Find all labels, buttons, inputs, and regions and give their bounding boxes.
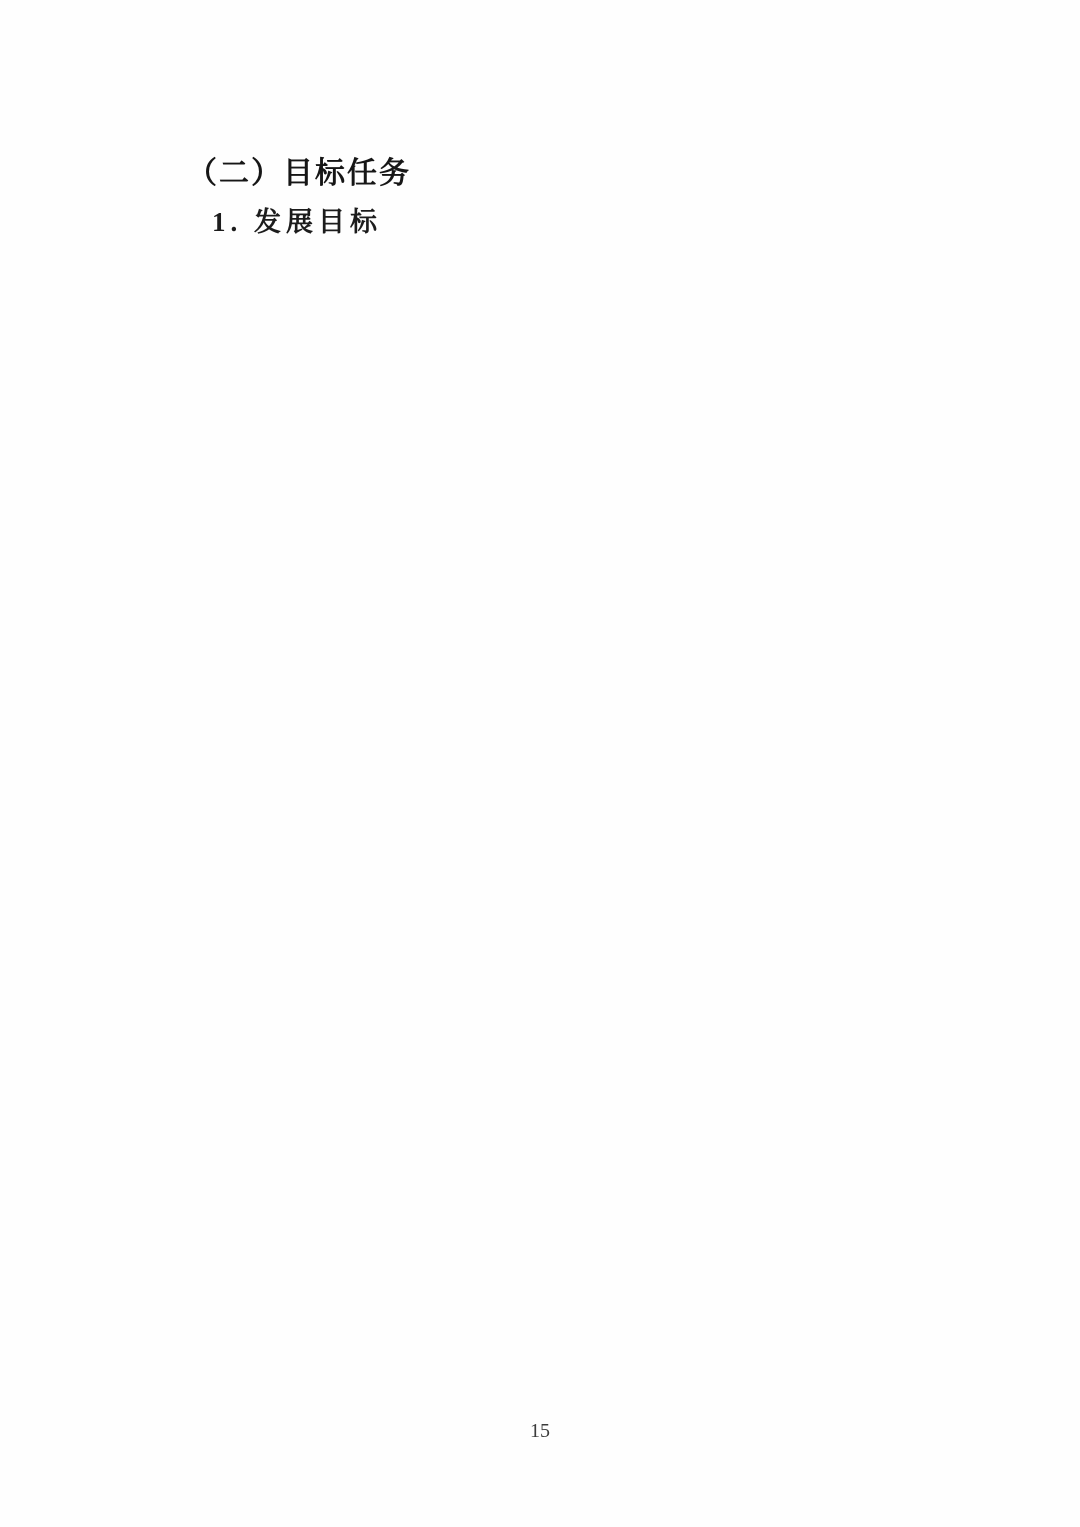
subsection-heading: 1. 发展目标 (212, 207, 382, 237)
document-body (163, 140, 929, 250)
section-heading: （二）目标任务 (187, 157, 411, 190)
page-number: 15 (530, 1420, 550, 1442)
